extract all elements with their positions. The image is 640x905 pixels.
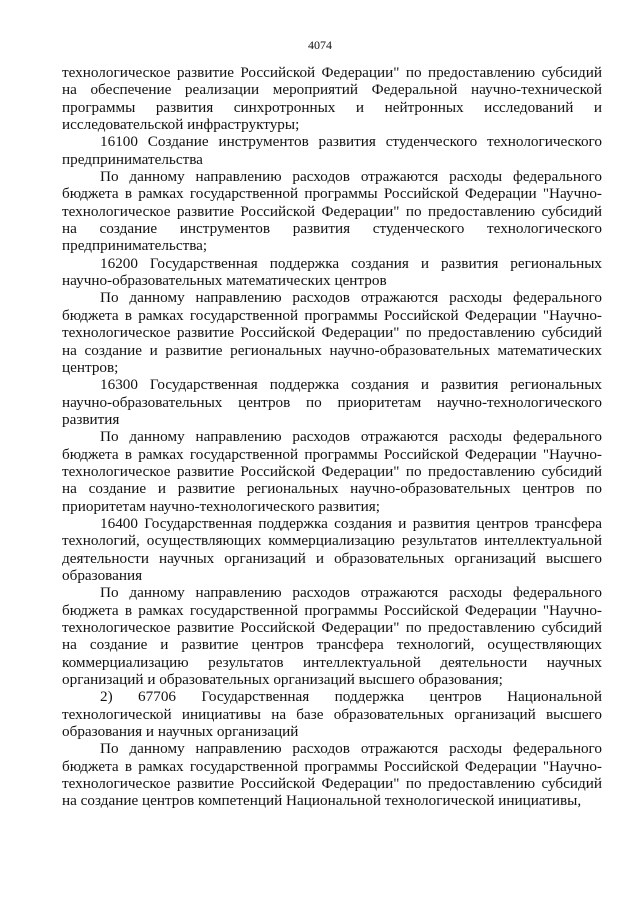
heading-16200: 16200 Государственная поддержка создания и развития региональных научно-образовательных математических центров	[62, 254, 602, 290]
paragraph-67706-description: По данному направлению расходов отражаются расходы федерального бюджета в рамках государственной программы Российской Федерации "Научно-технологическое развитие Российской Федерации" по предоставлению субсидий на создание центров компетенций Национальной технологической инициативы,	[62, 740, 602, 810]
paragraph-16100-description: По данному направлению расходов отражаются расходы федерального бюджета в рамках государственной программы Российской Федерации "Научно-технологическое развитие Российской Федерации" по предоставлению субсидий на создание инструментов развития студенческого технологического предпринимательства;	[62, 168, 602, 255]
paragraph-16200-description: По данному направлению расходов отражаются расходы федерального бюджета в рамках государственной программы Российской Федерации "Научно-технологическое развитие Российской Федерации" по предоставлению субсидий на создание и развитие региональных научно-образовательных математических центров;	[62, 289, 602, 376]
heading-16300: 16300 Государственная поддержка создания и развития региональных научно-образовательных центров по приоритетам научно-технологического развития	[62, 376, 602, 428]
paragraph-continuation-synchrotron: технологическое развитие Российской Федерации" по предоставлению субсидий на обеспечение реализации мероприятий Федеральной научно-технической программы развития синхротронных и нейтронных исследований и исследовательской инфраструктуры;	[62, 64, 602, 134]
paragraph-16400-description: По данному направлению расходов отражаются расходы федерального бюджета в рамках государственной программы Российской Федерации "Научно-технологическое развитие Российской Федерации" по предоставлению субсидий на создание и развитие центров трансфера технологий, осуществляющих коммерциализацию результатов интеллектуальной деятельности научных организаций и образовательных организаций высшего образования;	[62, 584, 602, 689]
heading-67706: 2) 67706 Государственная поддержка центров Национальной технологической инициативы на базе образовательных организаций высшего образования и научных организаций	[62, 688, 602, 741]
paragraph-16300-description: По данному направлению расходов отражаются расходы федерального бюджета в рамках государственной программы Российской Федерации "Научно-технологическое развитие Российской Федерации" по предоставлению субсидий на создание и развитие региональных научно-образовательных центров по приоритетам научно-технологического развития;	[62, 428, 602, 515]
page-number: 4074	[308, 38, 332, 52]
document-body	[62, 64, 602, 810]
heading-16100: 16100 Создание инструментов развития студенческого технологического предпринимательства	[62, 133, 602, 168]
heading-16400: 16400 Государственная поддержка создания и развития центров трансфера технологий, осуществляющих коммерциализацию результатов интеллектуальной деятельности научных организаций и образовательных организаций высшего образования	[62, 514, 602, 584]
